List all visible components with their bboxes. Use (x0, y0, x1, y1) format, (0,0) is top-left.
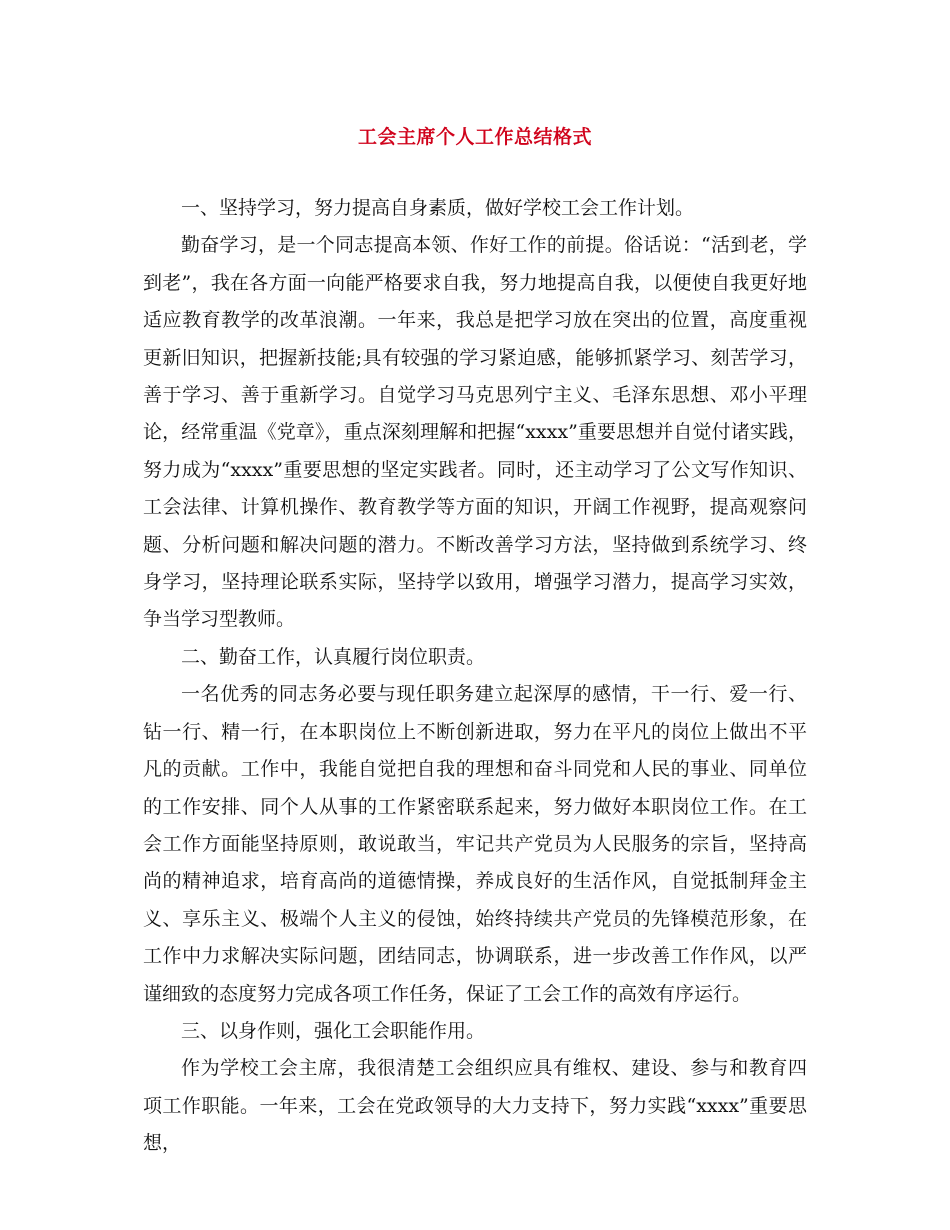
document-title: 工会主席个人工作总结格式 (357, 126, 592, 148)
section-heading-3: 三、以身作则，强化工会职能作用。 (181, 1019, 486, 1042)
paragraph-2: 一名优秀的同志务必要与现任职务建立起深厚的感情，干一行、爱一行、钻一行、精一行，在本职岗位上不断创新进取，努力在平凡的岗位上做出不平凡的贡献。工作中，我能自觉把自我的理想和奋斗同党和人民的事业、同单位的工作安排、同个人从事的工作紧密联系起来，努力做好本职岗位工作。在工会工作方面能坚持原则，敢说敢当，牢记共产党员为人民服务的宗旨，坚持高尚的精神追求，培育高尚的道德情操，养成良好的生活作风，自觉抵制拜金主义、享乐主义、极端个人主义的侵蚀，始终持续共产党员的先锋模范形象，在工作中力求解决实际问题，团结同志，协调联系，进一步改善工作作风，以严谨细致的态度努力完成各项工作任务，保证了工会工作的高效有序运行。 (143, 683, 807, 1005)
section-heading-1: 一、坚持学习，努力提高自身素质，做好学校工会工作计划。 (181, 197, 695, 219)
paragraph-1: 勤奋学习，是一个同志提高本领、作好工作的前提。俗话说：“活到老，学到老”，我在各方面一向能严格要求自我，努力地提高自我，以便使自我更好地适应教育教学的改革浪潮。一年来，我总是把学习放在突出的位置，高度重视更新旧知识，把握新技能;具有较强的学习紧迫感，能够抓紧学习、刻苦学习，善于学习、善于重新学习。自觉学习马克思列宁主义、毛泽东思想、邓小平理论，经常重温《党章》，重点深刻理解和把握“xxxx”重要思想并自觉付诸实践，努力成为“xxxx”重要思想的坚定实践者。同时，还主动学习了公文写作知识、工会法律、计算机操作、教育教学等方面的知识，开阔工作视野，提高观察问题、分析问题和解决问题的潜力。不断改善学习方法，坚持做到系统学习、终身学习，坚持理论联系实际，坚持学以致用，增强学习潜力，提高学习实效，争当学习型教师。 (143, 234, 807, 631)
document-body (143, 190, 807, 1163)
section-heading-2: 二、勤奋工作，认真履行岗位职责。 (181, 645, 486, 668)
paragraph-3: 作为学校工会主席，我很清楚工会组织应具有维权、建设、参与和教育四项工作职能。一年来，工会在党政领导的大力支持下，努力实践“xxxx”重要思想， (143, 1057, 807, 1155)
